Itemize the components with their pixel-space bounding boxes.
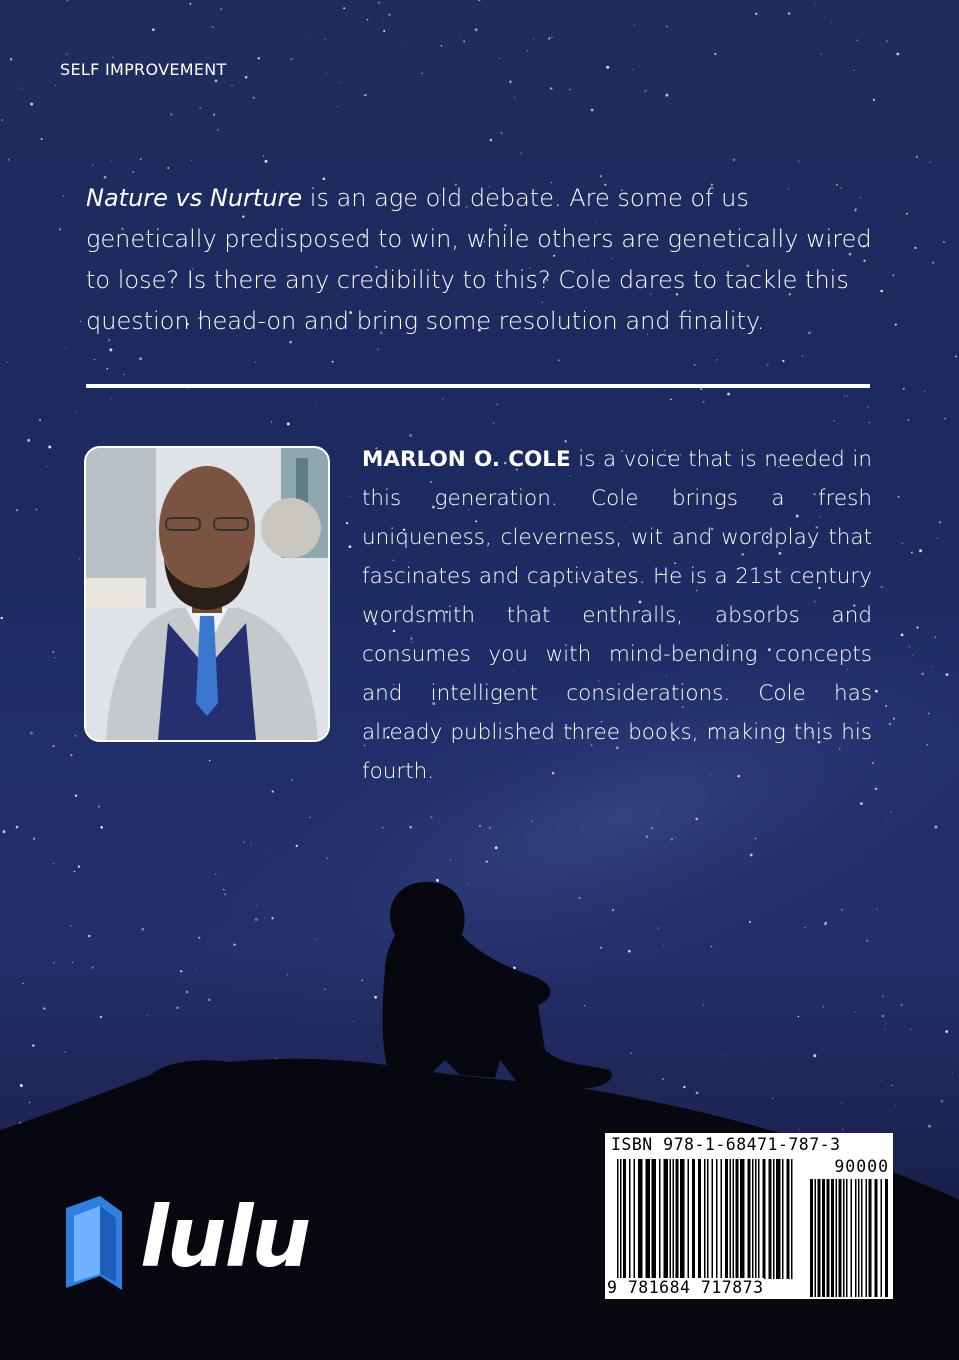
barcode-bar — [623, 1159, 626, 1279]
barcode-bar — [758, 1159, 760, 1279]
barcode-bar — [740, 1159, 745, 1279]
barcode-bar — [752, 1159, 754, 1279]
price-code: 90000 — [834, 1157, 889, 1176]
barcode-bar — [716, 1159, 718, 1279]
barcode-bar — [646, 1159, 651, 1279]
barcode-addon-bar — [858, 1179, 860, 1297]
barcode-bar — [736, 1159, 739, 1279]
divider-line — [86, 384, 870, 388]
barcode-bar — [676, 1159, 679, 1279]
book-blurb — [86, 178, 886, 342]
barcode-bar — [748, 1159, 751, 1279]
barcode-bar — [680, 1159, 685, 1279]
category-label: SELF IMPROVEMENT — [60, 60, 227, 79]
barcode-bar — [688, 1159, 690, 1279]
barcode-addon-bar — [885, 1179, 888, 1297]
barcode-addon-bar — [866, 1179, 868, 1297]
author-bio-text: is a voice that is needed in this generation. Cole brings a fresh uniqueness, cleverness, wit and wordplay that fascinates and captivates. He is a 21st century wordsmith that enthralls, absorbs and consumes you with mind-bending concepts and intelligent considerations. Cole has already published three books, making this his fourth. — [362, 447, 872, 784]
barcode-addon-bar — [831, 1179, 834, 1297]
barcode-addon-bar — [810, 1179, 813, 1297]
barcode-bar — [698, 1159, 701, 1279]
barcode-addon-bar — [843, 1179, 845, 1297]
barcode-addon-bar — [815, 1179, 817, 1297]
author-name: MARLON O. COLE — [362, 447, 571, 472]
barcode-bars — [605, 1133, 893, 1299]
barcode-bar — [769, 1159, 772, 1279]
ean-digits: 9 781684 717873 — [607, 1278, 764, 1297]
author-bio — [362, 440, 872, 791]
barcode-bar — [634, 1159, 636, 1279]
barcode-addon-bar — [836, 1179, 838, 1297]
barcode-bar — [730, 1159, 732, 1279]
barcode-addon-bar — [869, 1179, 872, 1297]
blurb-text: is an age old debate. Are some of us genetically predisposed to win, while others are genetically wired to lose? Is there any credibility to this? Cole dares to tackle this question head-on and bring some resolution and finality. — [86, 184, 872, 335]
barcode-addon-bar — [822, 1179, 825, 1297]
author-photo — [84, 446, 330, 742]
blurb-title-italic: Nature vs Nurture — [86, 184, 303, 212]
barcode-addon-bar — [846, 1179, 848, 1297]
barcode-bar — [652, 1159, 657, 1279]
barcode-bar — [776, 1159, 781, 1279]
barcode-addon-bar — [875, 1179, 878, 1297]
barcode-addon-bar — [818, 1179, 821, 1297]
barcode-bar — [763, 1159, 766, 1279]
barcode-bar — [712, 1159, 714, 1279]
barcode-bar — [704, 1159, 706, 1279]
barcode-bar — [721, 1159, 723, 1279]
barcode-addon-bar — [827, 1179, 830, 1297]
isbn-barcode — [605, 1133, 893, 1299]
barcode-bar — [673, 1159, 675, 1279]
barcode-bar — [787, 1159, 790, 1279]
publisher-logo-text: lulu — [140, 1188, 310, 1286]
barcode-bar — [791, 1159, 793, 1279]
barcode-addon-bar — [839, 1179, 842, 1297]
barcode-bar — [692, 1159, 695, 1279]
barcode-bar — [617, 1159, 619, 1279]
barcode-bar — [620, 1159, 622, 1279]
barcode-bar — [670, 1159, 672, 1279]
barcode-bar — [773, 1159, 775, 1279]
barcode-bar — [638, 1159, 643, 1279]
barcode-addon-bar — [851, 1179, 853, 1297]
barcode-addon-bar — [861, 1179, 863, 1297]
barcode-bar — [664, 1159, 669, 1279]
barcode-bar — [629, 1159, 631, 1279]
barcode-bar — [755, 1159, 757, 1279]
barcode-bar — [725, 1159, 728, 1279]
barcode-bar — [659, 1159, 661, 1279]
isbn-label: ISBN 978-1-68471-787-3 — [611, 1135, 841, 1154]
barcode-bar — [733, 1159, 735, 1279]
barcode-addon-bar — [881, 1179, 883, 1297]
barcode-addon-bar — [855, 1179, 857, 1297]
barcode-bar — [782, 1159, 784, 1279]
barcode-bar — [707, 1159, 709, 1279]
